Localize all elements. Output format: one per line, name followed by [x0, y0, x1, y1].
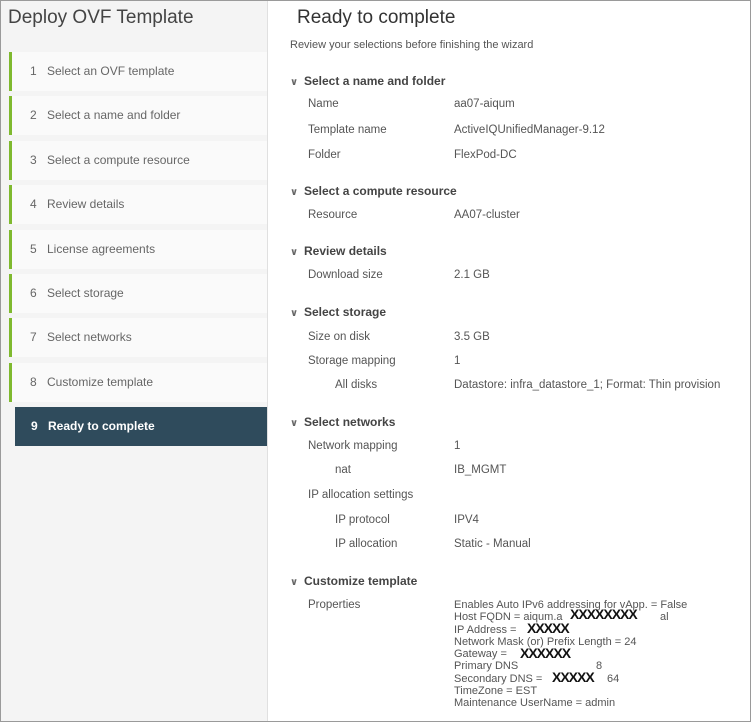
row-key: Network mapping [308, 440, 398, 452]
property-line: TimeZone = EST [454, 685, 538, 698]
row-key: Name [308, 98, 339, 110]
page-subtitle: Review your selections before finishing the wizard [290, 39, 534, 51]
row-value: IB_MGMT [454, 464, 507, 476]
row-key: Template name [308, 124, 387, 136]
redaction-mark: XXXXX [552, 668, 594, 685]
property-tail: 64 [607, 672, 620, 685]
row-key: IP protocol [335, 514, 390, 526]
step-select-storage[interactable] [9, 274, 267, 313]
property-line [454, 619, 751, 636]
step-select-ovf-template[interactable] [9, 52, 267, 91]
step-label: Review details [47, 197, 125, 212]
step-select-compute-resource[interactable] [9, 141, 267, 180]
step-number: 3 [30, 152, 37, 167]
step-number: 9 [31, 419, 38, 434]
step-number: 1 [30, 64, 37, 78]
step-number: 4 [30, 197, 37, 212]
step-number: 2 [30, 108, 37, 123]
step-label: Customize template [47, 374, 154, 389]
row-value: aa07-aiqum [454, 98, 515, 110]
section-networks-header[interactable] [290, 415, 395, 429]
row-key: Folder [308, 149, 341, 161]
property-text: Primary DNS [454, 660, 519, 673]
step-number: 7 [30, 330, 37, 345]
page-title: Ready to complete [297, 7, 456, 28]
chevron-down-icon: ∨ [290, 77, 299, 88]
step-review-details[interactable] [9, 185, 267, 224]
step-number: 5 [30, 241, 37, 256]
step-label: License agreements [47, 241, 156, 256]
section-title: Select storage [304, 305, 387, 319]
step-label: Select an OVF template [47, 64, 175, 78]
row-key: IP allocation [335, 538, 398, 550]
chevron-down-icon: ∨ [290, 247, 299, 258]
property-line [454, 668, 751, 685]
section-title: Customize template [304, 574, 418, 588]
section-compute-header[interactable] [290, 184, 457, 198]
row-value: 1 [454, 440, 461, 452]
property-line [454, 660, 751, 672]
row-key: Resource [308, 209, 358, 221]
redaction-mark: XXXXX [527, 619, 569, 636]
row-key: Storage mapping [308, 355, 396, 367]
properties-list [454, 599, 751, 710]
property-line [454, 606, 751, 624]
property-line [454, 645, 751, 662]
step-label: Select a name and folder [47, 108, 181, 123]
property-text: Gateway = [454, 648, 507, 661]
step-number: 8 [30, 374, 37, 389]
row-value: 1 [454, 355, 461, 367]
property-text: IP Address = [454, 623, 517, 636]
section-title: Select a compute resource [304, 184, 457, 198]
section-title: Select a name and folder [304, 74, 446, 88]
step-license-agreements[interactable] [9, 230, 267, 269]
row-key: Download size [308, 269, 383, 281]
property-line: Network Mask (or) Prefix Length = 24 [454, 635, 637, 648]
property-tail: al [660, 611, 669, 624]
row-value: IPV4 [454, 514, 479, 526]
step-customize-template[interactable] [9, 363, 267, 402]
row-value: FlexPod-DC [454, 149, 517, 161]
chevron-down-icon: ∨ [290, 308, 299, 319]
step-label: Ready to complete [48, 419, 155, 434]
step-label: Select networks [47, 330, 132, 345]
redaction-mark: XXXXXXXX [570, 606, 637, 623]
section-title: Select networks [304, 415, 396, 429]
row-value: Static - Manual [454, 538, 531, 550]
wizard-steps [9, 52, 267, 452]
row-key: nat [335, 464, 351, 476]
section-name-folder-header[interactable] [290, 74, 445, 88]
property-line: Enables Auto IPv6 addressing for vApp. = False [454, 599, 688, 611]
row-value: AA07-cluster [454, 209, 520, 221]
chevron-down-icon: ∨ [290, 577, 299, 588]
row-key: IP allocation settings [308, 489, 414, 501]
step-number: 6 [30, 285, 37, 300]
step-label: Select storage [47, 285, 124, 300]
row-value: 3.5 GB [454, 331, 490, 343]
row-key: Properties [308, 599, 361, 611]
step-label: Select a compute resource [47, 152, 190, 167]
row-key: Size on disk [308, 331, 371, 343]
step-ready-to-complete[interactable] [15, 407, 267, 446]
wizard-sidebar [1, 1, 268, 721]
row-value: 2.1 GB [454, 269, 490, 281]
property-line: Maintenance UserName = admin [454, 697, 616, 710]
property-tail: 8 [596, 660, 603, 673]
property-text: Host FQDN = aiqum.a [454, 611, 563, 624]
step-select-networks[interactable] [9, 318, 267, 357]
section-customize-header[interactable] [290, 574, 417, 588]
property-text: Secondary DNS = [454, 672, 543, 685]
wizard-title: Deploy OVF Template [8, 7, 194, 28]
ready-to-complete-panel [268, 1, 751, 721]
chevron-down-icon: ∨ [290, 418, 299, 429]
row-key: All disks [335, 379, 378, 391]
section-storage-header[interactable] [290, 305, 386, 319]
section-title: Review details [304, 244, 387, 258]
step-select-name-folder[interactable] [9, 96, 267, 135]
redaction-mark: XXXXXX [520, 645, 571, 662]
row-value: ActiveIQUnifiedManager-9.12 [454, 124, 605, 136]
row-value: Datastore: infra_datastore_1; Format: Thin provision [454, 379, 721, 391]
chevron-down-icon: ∨ [290, 187, 299, 198]
section-review-header[interactable] [290, 244, 387, 258]
